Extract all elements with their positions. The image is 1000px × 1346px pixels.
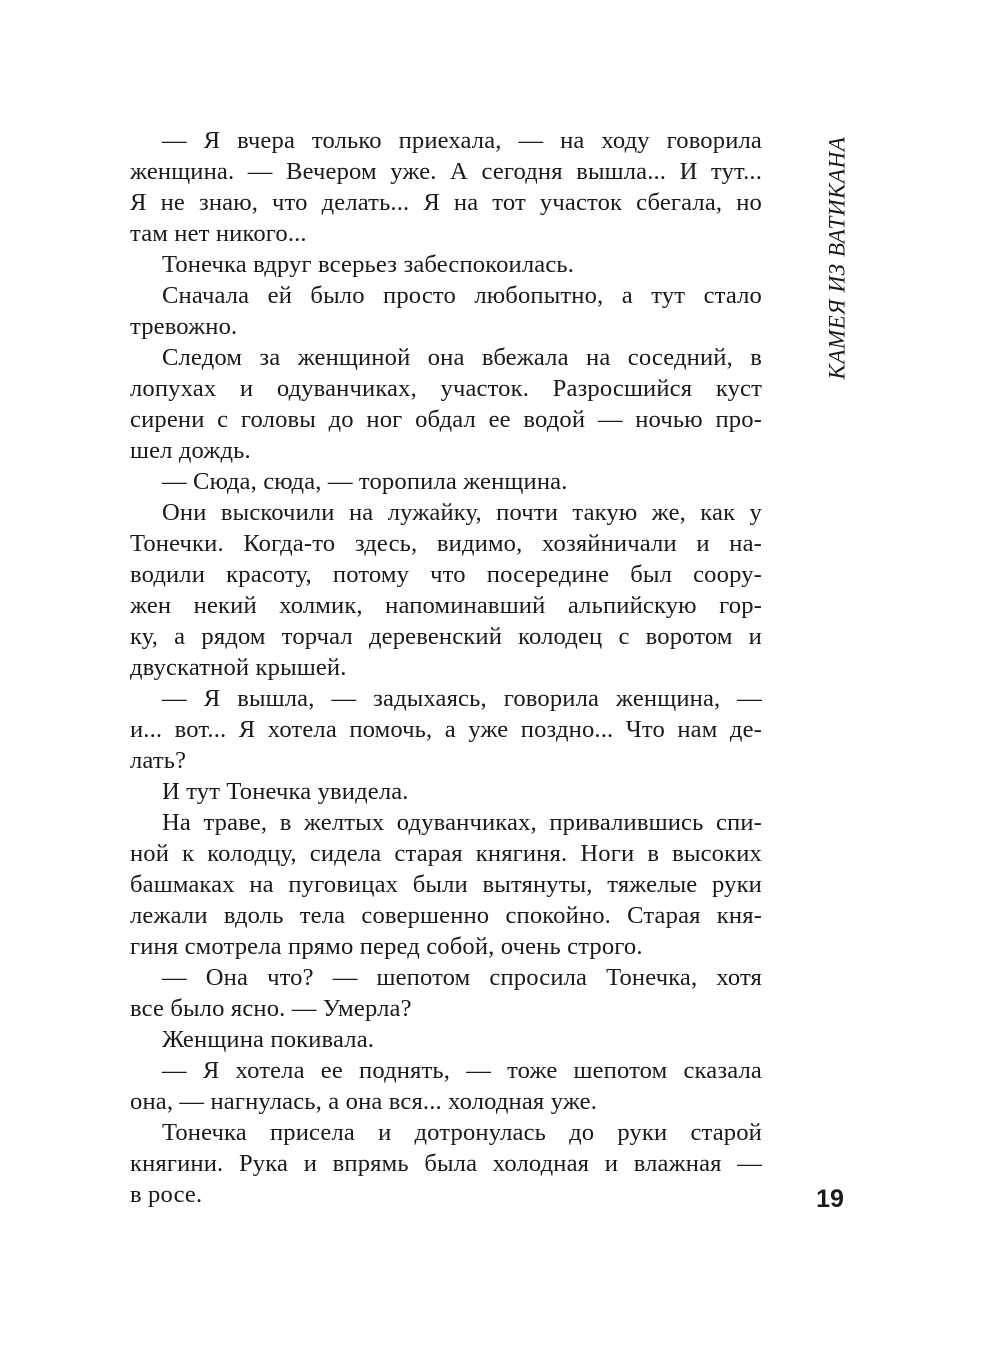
- text-line: — Я вышла, — задыхаясь, говорила женщина, —: [162, 685, 762, 712]
- text-line: И тут Тонечка увидела.: [162, 778, 409, 805]
- running-title: [822, 136, 854, 380]
- text-line: Они выскочили на лужайку, почти такую же, как у: [162, 499, 762, 526]
- text-line: лать?: [130, 747, 187, 774]
- text-line: гиня смотрела прямо перед собой, очень строго.: [130, 933, 643, 960]
- text-line: шел дождь.: [130, 437, 251, 464]
- text-line: княгини. Рука и впрямь была холодная и влажная —: [130, 1150, 762, 1177]
- text-line: — Я вчера только приехала, — на ходу говорила: [162, 127, 762, 154]
- text-line: — Она что? — шепотом спросила Тонечка, хотя: [162, 964, 762, 991]
- text-line: Тонечка присела и дотронулась до руки старой: [162, 1119, 762, 1146]
- text-line: Я не знаю, что делать... Я на тот участок сбегала, но: [130, 189, 762, 216]
- text-line: — Я хотела ее поднять, — тоже шепотом сказала: [162, 1057, 762, 1084]
- text-line: Сначала ей было просто любопытно, а тут стало: [162, 282, 762, 309]
- text-line: На траве, в желтых одуванчиках, привалившись спи-: [162, 809, 762, 836]
- text-line: жен некий холмик, напоминавший альпийскую гор-: [130, 592, 762, 619]
- text-line: Тонечки. Когда-то здесь, видимо, хозяйничали и на-: [130, 530, 762, 557]
- text-line: женщина. — Вечером уже. А сегодня вышла... И тут...: [130, 158, 762, 185]
- text-line: — Сюда, сюда, — торопила женщина.: [162, 468, 568, 495]
- text-line: Тонечка вдруг всерьез забеспокоилась.: [162, 251, 575, 278]
- body-text: [130, 125, 762, 1210]
- text-line: тревожно.: [130, 313, 238, 340]
- text-line: двускатной крышей.: [130, 654, 347, 681]
- text-line: сирени с головы до ног обдал ее водой — ночью про-: [130, 406, 762, 433]
- text-line: все было ясно. — Умерла?: [130, 995, 412, 1022]
- text-line: лежали вдоль тела совершенно спокойно. Старая кня-: [130, 902, 762, 929]
- page-number: 19: [816, 1185, 844, 1213]
- text-line: Следом за женщиной она вбежала на соседний, в: [162, 344, 762, 371]
- running-title-text: КАМЕЯ ИЗ ВАТИКАНА: [825, 136, 851, 380]
- text-line: ку, а рядом торчал деревенский колодец с воротом и: [130, 623, 762, 650]
- text-line: башмаках на пуговицах были вытянуты, тяжелые руки: [130, 871, 762, 898]
- text-line: и... вот... Я хотела помочь, а уже поздно... Что нам де-: [130, 716, 762, 743]
- text-line: она, — нагнулась, а она вся... холодная уже.: [130, 1088, 597, 1115]
- text-line: ной к колодцу, сидела старая княгиня. Ноги в высоких: [130, 840, 762, 867]
- text-line: там нет никого...: [130, 220, 307, 247]
- text-line: водили красоту, потому что посередине был соору-: [130, 561, 762, 588]
- text-line: Женщина покивала.: [162, 1026, 375, 1053]
- text-line: лопухах и одуванчиках, участок. Разросшийся куст: [130, 375, 762, 402]
- text-line: в росе.: [130, 1181, 203, 1208]
